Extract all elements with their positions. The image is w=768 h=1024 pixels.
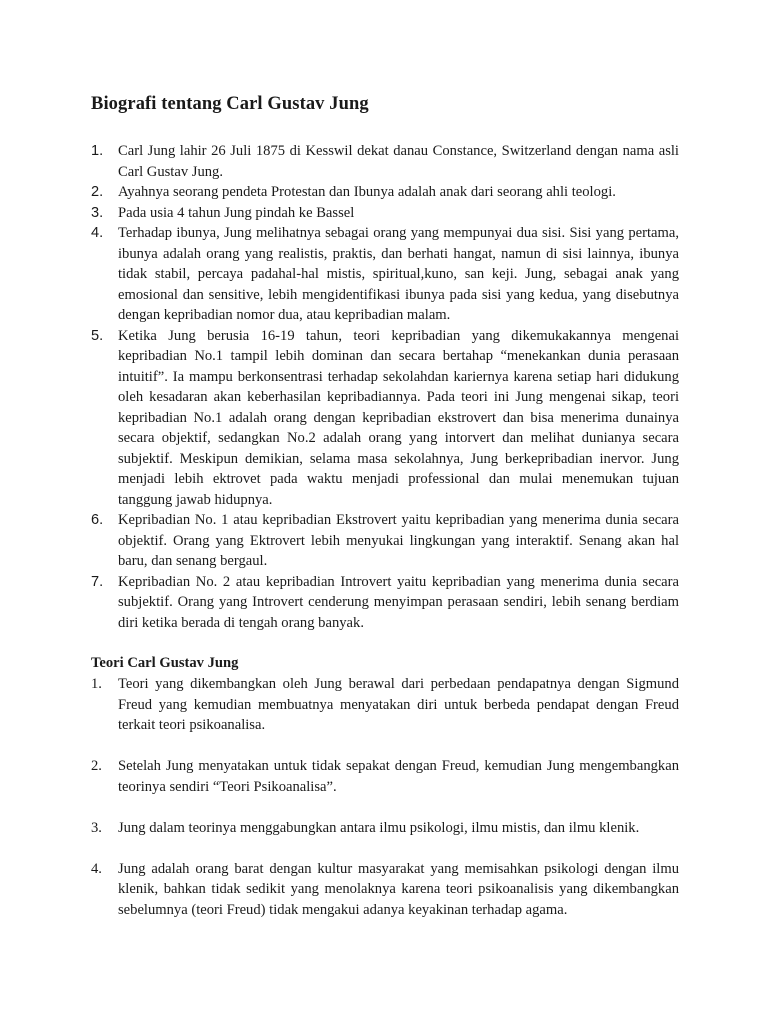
list-item bbox=[91, 572, 679, 634]
list-item-number: 7. bbox=[91, 573, 104, 590]
list-item bbox=[91, 182, 679, 203]
list-item bbox=[91, 756, 679, 797]
list-item bbox=[91, 674, 679, 736]
list-item bbox=[91, 326, 679, 511]
list-item-text: Carl Jung lahir 26 Juli 1875 di Kesswil dekat danau Constance, Switzerland dengan nama asli Carl Gustav Jung. bbox=[118, 143, 679, 180]
list-item bbox=[91, 510, 679, 572]
theory-list bbox=[91, 674, 679, 941]
list-item-number: 1. bbox=[91, 676, 102, 692]
biography-list bbox=[91, 141, 679, 633]
list-item-number: 2. bbox=[91, 758, 102, 774]
list-item-number: 4. bbox=[91, 225, 104, 241]
list-item-text: Jung adalah orang barat dengan kultur masyarakat yang memisahkan psikologi dengan ilmu klenik, bahkan tidak sedikit yang menolaknya karena teori psikoanalisis yang dikembangkan sebelumnya (teori Freud) tidak mengakui adanya keyakinan terhadap agama. bbox=[118, 860, 679, 918]
list-item-text: Ayahnya seorang pendeta Protestan dan Ibunya adalah anak dari seorang ahli teologi. bbox=[118, 184, 616, 200]
list-item-number: 2. bbox=[91, 184, 104, 200]
list-item bbox=[91, 141, 679, 182]
document-title: Biografi tentang Carl Gustav Jung bbox=[91, 94, 369, 114]
list-item bbox=[91, 203, 679, 224]
list-item-text: Jung dalam teorinya menggabungkan antara ilmu psikologi, ilmu mistis, dan ilmu klenik. bbox=[118, 819, 640, 836]
list-item-number: 1. bbox=[91, 143, 104, 159]
list-item-text: Pada usia 4 tahun Jung pindah ke Bassel bbox=[118, 204, 355, 221]
list-item-text: Terhadap ibunya, Jung melihatnya sebagai orang yang mempunyai dua sisi. Sisi yang pertama, ibunya adalah orang yang realistis, praktis, dan berhati hangat, namun di sisi lainnya, ibunya tidak stabil, percaya padahal-hal mistis, spiritual,kuno, san keji. Jung, sebagai anak yang emosional dan sensitive, lebih mengidentifikasi ibunya pada sisi yang kedua, yang disebutnya dengan kepribadian nomor dua, atau kepribadian malam. bbox=[118, 225, 679, 323]
section-title: Teori Carl Gustav Jung bbox=[91, 655, 239, 671]
list-item-text: Kepribadian No. 1 atau kepribadian Ekstrovert yaitu kepribadian yang menerima dunia secara objektif. Orang yang Ektrovert lebih menyukai lingkungan yang interaktif. Senang akan hal baru, dan senang bergaul. bbox=[118, 512, 679, 569]
list-item-number: 3. bbox=[91, 819, 102, 836]
list-item bbox=[91, 859, 679, 921]
list-item-number: 4. bbox=[91, 860, 102, 877]
list-item-text: Kepribadian No. 2 atau kepribadian Introvert yaitu kepribadian yang menerima dunia secara subjektif. Orang yang Introvert cenderung menyimpan perasaan sendiri, lebih senang berdiam diri ketika berada di tengah orang banyak. bbox=[118, 573, 679, 631]
list-item-number: 5. bbox=[91, 327, 104, 344]
list-item bbox=[91, 818, 679, 839]
list-item-number: 3. bbox=[91, 204, 104, 221]
list-item-number: 6. bbox=[91, 512, 104, 528]
list-item bbox=[91, 223, 679, 326]
list-item-text: Setelah Jung menyatakan untuk tidak sepakat dengan Freud, kemudian Jung mengembangkan teorinya sendiri “Teori Psikoanalisa”. bbox=[118, 758, 679, 795]
list-item-text: Teori yang dikembangkan oleh Jung berawal dari perbedaan pendapatnya dengan Sigmund Freud yang kemudian membuatnya menyatakan diri untuk berbeda pendapat dengan Freud terkait teori psikoanalisa. bbox=[118, 676, 679, 733]
list-item-text: Ketika Jung berusia 16-19 tahun, teori kepribadian yang dikemukakannya mengenai kepribadian No.1 tampil lebih dominan dan secara bertahap “menekankan dunia perasaan intuitif”. Ia mampu berkonsentrasi terhadap sekolahdan kariernya karena setiap hari didukung oleh kesadaran akan keberhasilan kepribadiannya. Pada teori ini Jung mengenai sikap, teori kepribadian No.1 adalah orang dengan kepribadian ekstrovert dan bisa menerima dunainya secara objektif, sedangkan No.2 adalah orang yang intorvert dan melihat dunianya secara subjektif. Meskipun demikian, selama masa sekolahnya, Jung berkepribadian inervor. Jung menjadi lebih ektrovet pada waktu menjadi professional dan mulai menemukan tujuan tanggung jawab hidupnya. bbox=[118, 327, 679, 508]
